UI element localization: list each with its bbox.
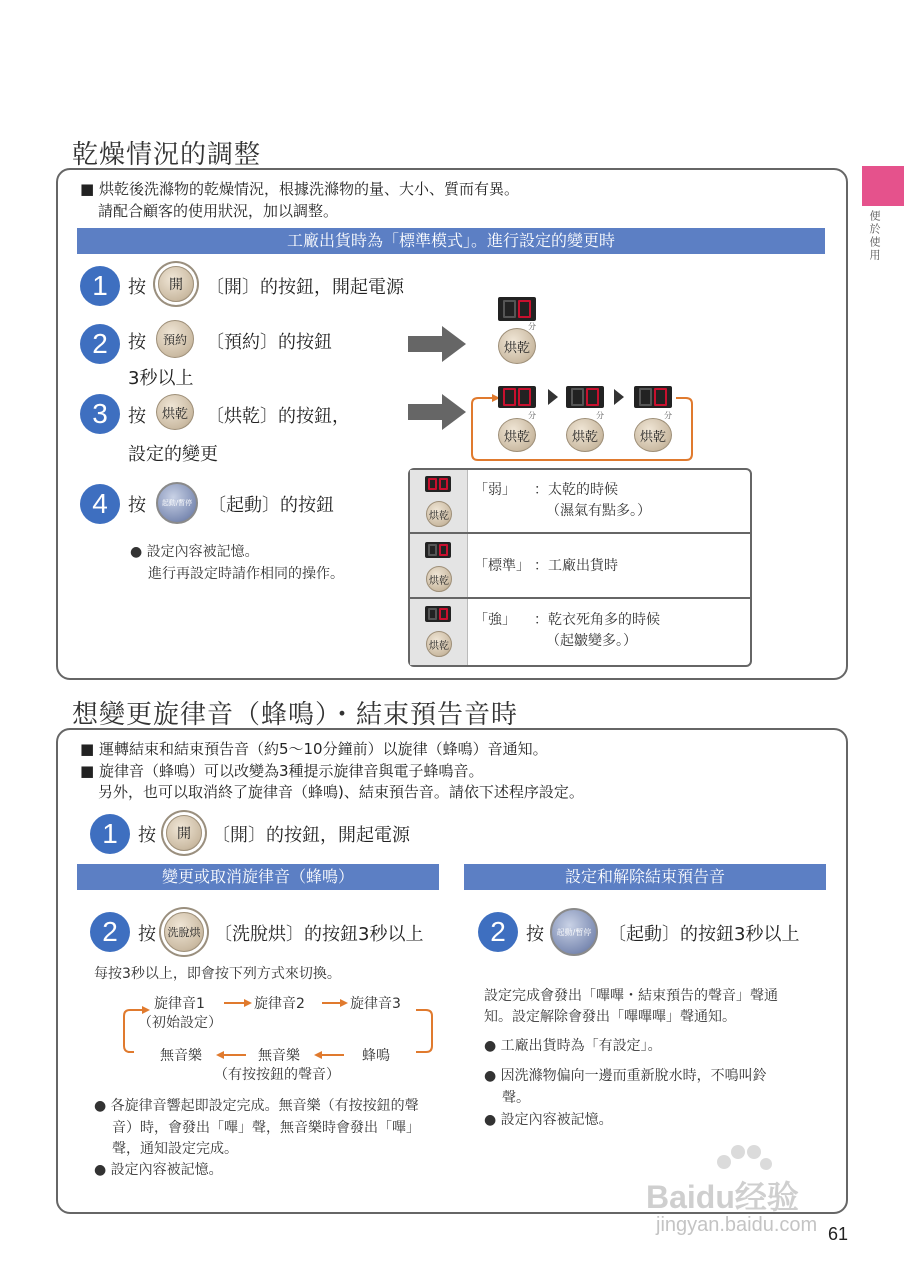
- end-notice-step2-number: 2: [478, 912, 518, 952]
- arrow-right-icon: [408, 394, 466, 434]
- dry-button[interactable]: 烘乾: [426, 501, 452, 527]
- watermark-logo: Baidu经验: [646, 1179, 799, 1215]
- watermark-url: jingyan.baidu.com: [656, 1214, 818, 1236]
- section2-step1-text: 〔開〕的按鈕，開起電源: [212, 825, 410, 846]
- melody-note1b: 音）時，會發出「嗶」聲，無音樂時會發出「嗶」: [112, 1120, 420, 1136]
- power-button[interactable]: 開: [166, 815, 202, 851]
- table-divider: [409, 597, 751, 599]
- melody-step2-number: 2: [90, 912, 130, 952]
- melody-3-label: 旋律音3: [350, 996, 401, 1012]
- section1-step3-number: 3: [80, 394, 120, 434]
- table-row-desc: ：乾衣死角多的時候: [534, 612, 660, 628]
- side-tab: [862, 166, 904, 206]
- melody-note1c: 聲，通知設定完成。: [112, 1141, 238, 1157]
- section1-step1-number: 1: [80, 266, 120, 306]
- silent-button-sound-sub: （有按按鈕的聲音）: [214, 1067, 340, 1083]
- section1-step2-press: 按: [128, 332, 146, 353]
- triangle-right-icon: [614, 389, 624, 409]
- section1-step2-number: 2: [80, 324, 120, 364]
- melody-step2-press: 按: [138, 924, 156, 945]
- silent-button-sound-label: 無音樂: [258, 1048, 300, 1064]
- section1-step4-text: 〔起動〕的按鈕: [208, 495, 334, 516]
- section1-note1: ● 設定內容被記憶。: [130, 544, 259, 560]
- section2-line1: ■ 運轉結束和結束預告音（約5～10分鐘前）以旋律（蜂鳴）音通知。: [80, 740, 548, 758]
- section1-step3-press: 按: [128, 406, 146, 427]
- display-readout: [634, 386, 672, 408]
- display-readout: [425, 542, 451, 558]
- table-row-label: 「標準」: [474, 558, 530, 574]
- section2-step1-number: 1: [90, 814, 130, 854]
- start-pause-button[interactable]: 起動/暫停: [550, 908, 598, 956]
- display-unit: 分: [528, 322, 536, 331]
- dry-button[interactable]: 烘乾: [498, 328, 536, 364]
- dry-button[interactable]: 烘乾: [566, 418, 604, 452]
- melody-note2: ● 設定內容被記憶。: [94, 1162, 223, 1178]
- display-readout: [425, 606, 451, 622]
- end-notice-step2-text: 〔起動〕的按鈕3秒以上: [608, 924, 800, 945]
- section1-title: 乾燥情況的調整: [72, 140, 262, 170]
- section2-step1-press: 按: [138, 825, 156, 846]
- table-row-label: 「強」: [474, 612, 516, 628]
- arrow-right-icon: [408, 326, 466, 366]
- melody-note1a: ● 各旋律音響起即設定完成。無音樂（有按按鈕的聲: [94, 1098, 419, 1114]
- table-row-desc: ：工廠出貨時: [534, 558, 618, 574]
- wash-dry-button[interactable]: 洗脫烘: [164, 912, 204, 952]
- end-notice-bar: 設定和解除結束預告音: [464, 864, 826, 890]
- section1-intro-line1: ■ 烘乾後洗滌物的乾燥情況，根據洗滌物的量、大小、質而有異。: [80, 180, 519, 198]
- melody-step2-text: 〔洗脫烘〕的按鈕3秒以上: [214, 924, 424, 945]
- buzz-label: 蜂鳴: [362, 1048, 390, 1064]
- dry-button[interactable]: 烘乾: [426, 566, 452, 592]
- section1-step3-text2: 設定的變更: [128, 444, 218, 465]
- end-notice-step2-press: 按: [526, 924, 544, 945]
- end-notice-note2a: ● 因洗滌物偏向一邊而重新脫水時，不鳴叫鈴: [484, 1068, 767, 1084]
- display-unit: 分: [528, 411, 536, 420]
- section1-step2-text: 〔預約〕的按鈕: [206, 332, 332, 353]
- reserve-button[interactable]: 預約: [156, 320, 194, 358]
- display-readout: [566, 386, 604, 408]
- dry-button[interactable]: 烘乾: [498, 418, 536, 452]
- dry-button[interactable]: 烘乾: [634, 418, 672, 452]
- end-notice-desc2: 知。設定解除會發出「嗶嗶嗶」聲通知。: [484, 1009, 736, 1025]
- table-divider: [409, 532, 751, 534]
- display-unit: 分: [596, 411, 604, 420]
- table-row-label: 「弱」: [474, 482, 516, 498]
- section2-line2: ■ 旋律音（蜂鳴）可以改變為3種提示旋律音與電子蜂鳴音。: [80, 762, 484, 780]
- melody-bar: 變更或取消旋律音（蜂鳴）: [77, 864, 439, 890]
- section1-step1-press: 按: [128, 277, 146, 298]
- section1-step2-text2: 3秒以上: [128, 368, 194, 389]
- section1-bar: 工廠出貨時為「標準模式」。進行設定的變更時: [77, 228, 825, 254]
- power-button[interactable]: 開: [158, 266, 194, 302]
- dry-button[interactable]: 烘乾: [156, 394, 194, 430]
- silent-label: 無音樂: [160, 1048, 202, 1064]
- end-notice-note3: ● 設定內容被記憶。: [484, 1112, 613, 1128]
- dry-button[interactable]: 烘乾: [426, 631, 452, 657]
- cycle-intro: 每按3秒以上，即會按下列方式來切換。: [94, 966, 341, 982]
- section1-intro-line2: 請配合顧客的使用狀況，加以調整。: [98, 202, 339, 220]
- page-number: 61: [828, 1224, 849, 1244]
- section1-step4-number: 4: [80, 484, 120, 524]
- section1-step1-text: 〔開〕的按鈕，開起電源: [206, 277, 404, 298]
- melody-1-label: 旋律音1: [154, 996, 205, 1012]
- start-pause-button[interactable]: 起動/暫停: [156, 482, 198, 524]
- section2-title: 想變更旋律音（蜂鳴）・結束預告音時: [72, 700, 519, 730]
- end-notice-desc1: 設定完成會發出「嗶嗶・結束預告的聲音」聲通: [484, 988, 778, 1004]
- melody-2-label: 旋律音2: [254, 996, 305, 1012]
- display-unit: 分: [664, 411, 672, 420]
- table-row-desc2: （濕氣有點多。）: [546, 503, 651, 519]
- side-tab-label: 便於使用: [868, 210, 881, 262]
- display-readout: [425, 476, 451, 492]
- section1-step4-press: 按: [128, 495, 146, 516]
- triangle-right-icon: [548, 389, 558, 409]
- end-notice-note2b: 聲。: [502, 1090, 530, 1106]
- display-readout: [498, 297, 536, 321]
- section1-note2: 進行再設定時請作相同的操作。: [148, 566, 344, 582]
- table-row-desc: ：太乾的時候: [534, 482, 618, 498]
- display-readout: [498, 386, 536, 408]
- end-notice-note1: ● 工廠出貨時為「有設定」。: [484, 1038, 662, 1054]
- melody-1-sub: （初始設定）: [138, 1015, 222, 1031]
- section1-step3-text: 〔烘乾〕的按鈕，: [206, 406, 350, 427]
- table-row-desc2: （起皺變多。）: [546, 633, 637, 649]
- section2-line3: 另外，也可以取消終了旋律音（蜂鳴)、結束預告音。請依下述程序設定。: [98, 783, 584, 801]
